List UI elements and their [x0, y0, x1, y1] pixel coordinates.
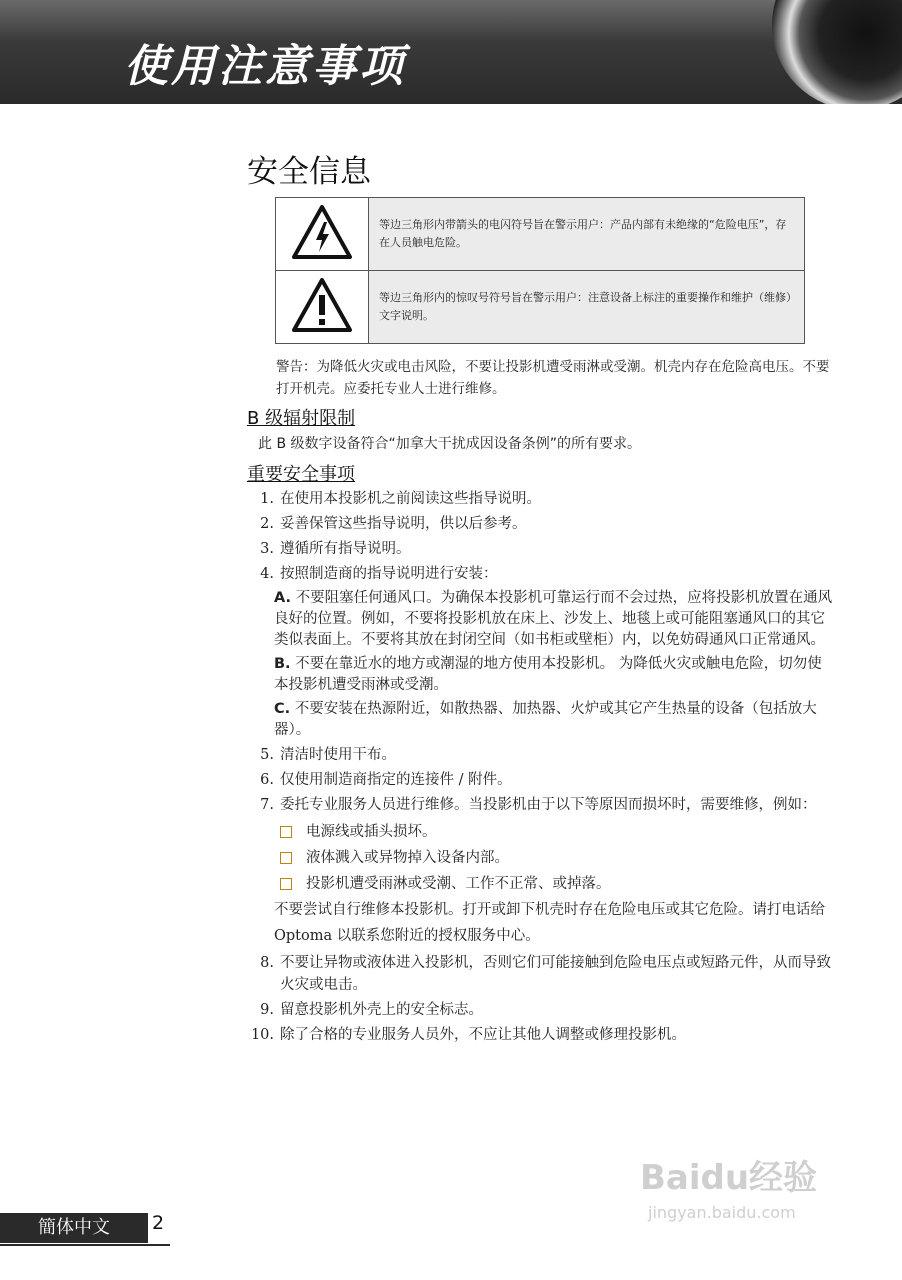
subitem-letter: A. [274, 590, 291, 606]
list-number: 9. [260, 1002, 274, 1018]
list-text: 除了合格的专业服务人员外，不应让其他人调整或修理投影机。 [280, 1027, 686, 1043]
footer-language-tab: 簡体中文 [0, 1213, 148, 1243]
list-item [246, 744, 836, 766]
footer-rule [0, 1244, 170, 1246]
list-text: 按照制造商的指导说明进行安装： [280, 566, 498, 582]
list-item [246, 538, 836, 560]
list-number: 6. [260, 772, 274, 788]
list-item [246, 513, 836, 535]
baidu-watermark [640, 1150, 817, 1222]
page-number: 2 [152, 1212, 165, 1234]
page-header [0, 0, 902, 104]
install-subitem [274, 588, 836, 651]
list-number: 5. [260, 747, 274, 763]
list-number: 1. [260, 491, 274, 507]
class-b-text: 此 B 级数字设备符合“加拿大干扰成因设备条例”的所有要求。 [258, 436, 642, 452]
list-item [246, 488, 836, 510]
install-subitem [274, 654, 836, 696]
list-number: 10. [250, 1027, 274, 1043]
section-title: 安全信息 [247, 154, 371, 190]
list-number: 7. [260, 797, 274, 813]
warning-icon-cell [276, 271, 369, 344]
warning-row [276, 198, 805, 271]
list-item [246, 999, 836, 1021]
warning-icon-cell [276, 198, 369, 271]
install-subitem [274, 699, 836, 741]
projector-lens-image [772, 0, 902, 104]
service-note: 不要尝试自行维修本投影机。打开或卸下机壳时存在危险电压或其它危险。请打电话给 Optoma 以联系您附近的授权服务中心。 [274, 902, 825, 944]
caution-note: 警告：为降低火灾或电击风险，不要让投影机遭受雨淋或受潮。机壳内存在危险高电压。不要打开机壳。应委托专业人士进行维修。 [276, 359, 830, 397]
watermark-brand: Baidu经验 [640, 1158, 818, 1198]
bullet-text: 液体溅入或异物掉入设备内部。 [306, 850, 509, 866]
list-text: 不要让异物或液体进入投影机，否则它们可能接触到危险电压点或短路元件，从而导致火灾或电击。 [280, 955, 831, 993]
list-number: 8. [260, 955, 274, 971]
checkbox-bullet-icon [280, 878, 292, 890]
list-text: 委托专业服务人员进行维修。当投影机由于以下等原因而损坏时，需要维修，例如： [280, 797, 817, 813]
list-number: 3. [260, 541, 274, 557]
list-text: 妥善保管这些指导说明，供以后参考。 [280, 516, 527, 532]
warning-text: 等边三角形内带箭头的电闪符号旨在警示用户：产品内部有未绝缘的“危险电压”，存在人员触电危险。 [369, 198, 805, 271]
list-text: 清洁时使用干布。 [280, 747, 396, 763]
warning-symbol-table [275, 197, 805, 344]
bullet-text: 电源线或插头损坏。 [306, 824, 437, 840]
subitem-letter: C. [274, 701, 291, 717]
list-text: 仅使用制造商指定的连接件 / 附件。 [280, 772, 512, 788]
subitem-text: 不要在靠近水的地方或潮湿的地方使用本投影机。 为降低火灾或触电危险，切勿使本投影机遭受雨淋或受潮。 [274, 656, 822, 693]
subitem-text: 不要安装在热源附近，如散热器、加热器、火炉或其它产生热量的设备（包括放大器）。 [274, 701, 817, 738]
list-text: 遵循所有指导说明。 [280, 541, 411, 557]
safety-list [246, 488, 836, 1049]
warning-row [276, 271, 805, 344]
checkbox-bullet-icon [280, 852, 292, 864]
list-text: 留意投影机外壳上的安全标志。 [280, 1002, 483, 1018]
list-item [246, 1024, 836, 1046]
lightning-warning-icon [291, 204, 353, 260]
service-bullet [280, 871, 836, 897]
list-item [246, 769, 836, 791]
list-item [246, 563, 836, 585]
exclamation-warning-icon [291, 277, 353, 333]
list-item [246, 794, 836, 816]
service-bullet [280, 819, 836, 845]
list-number: 4. [260, 566, 274, 582]
subitem-text: 不要阻塞任何通风口。为确保本投影机可靠运行而不会过热，应将投影机放置在通风良好的位置。例如，不要将投影机放在床上、沙发上、地毯上或可能阻塞通风口的其它类似表面上。不要将其放在封闭空间（如书柜或壁柜）内，以免妨碍通风口正常通风。 [274, 590, 833, 648]
important-heading: 重要安全事项 [247, 464, 355, 485]
header-title: 使用注意事项 [124, 41, 406, 92]
warning-text: 等边三角形内的惊叹号符号旨在警示用户：注意设备上标注的重要操作和维护（维修）文字说明。 [369, 271, 805, 344]
service-bullet [280, 845, 836, 871]
list-text: 在使用本投影机之前阅读这些指导说明。 [280, 491, 541, 507]
class-b-heading: B 级辐射限制 [247, 408, 356, 429]
list-number: 2. [260, 516, 274, 532]
watermark-url: jingyan.baidu.com [648, 1203, 796, 1222]
bullet-text: 投影机遭受雨淋或受潮、工作不正常、或掉落。 [306, 876, 611, 892]
checkbox-bullet-icon [280, 826, 292, 838]
list-item [246, 952, 836, 996]
subitem-letter: B. [274, 656, 291, 672]
